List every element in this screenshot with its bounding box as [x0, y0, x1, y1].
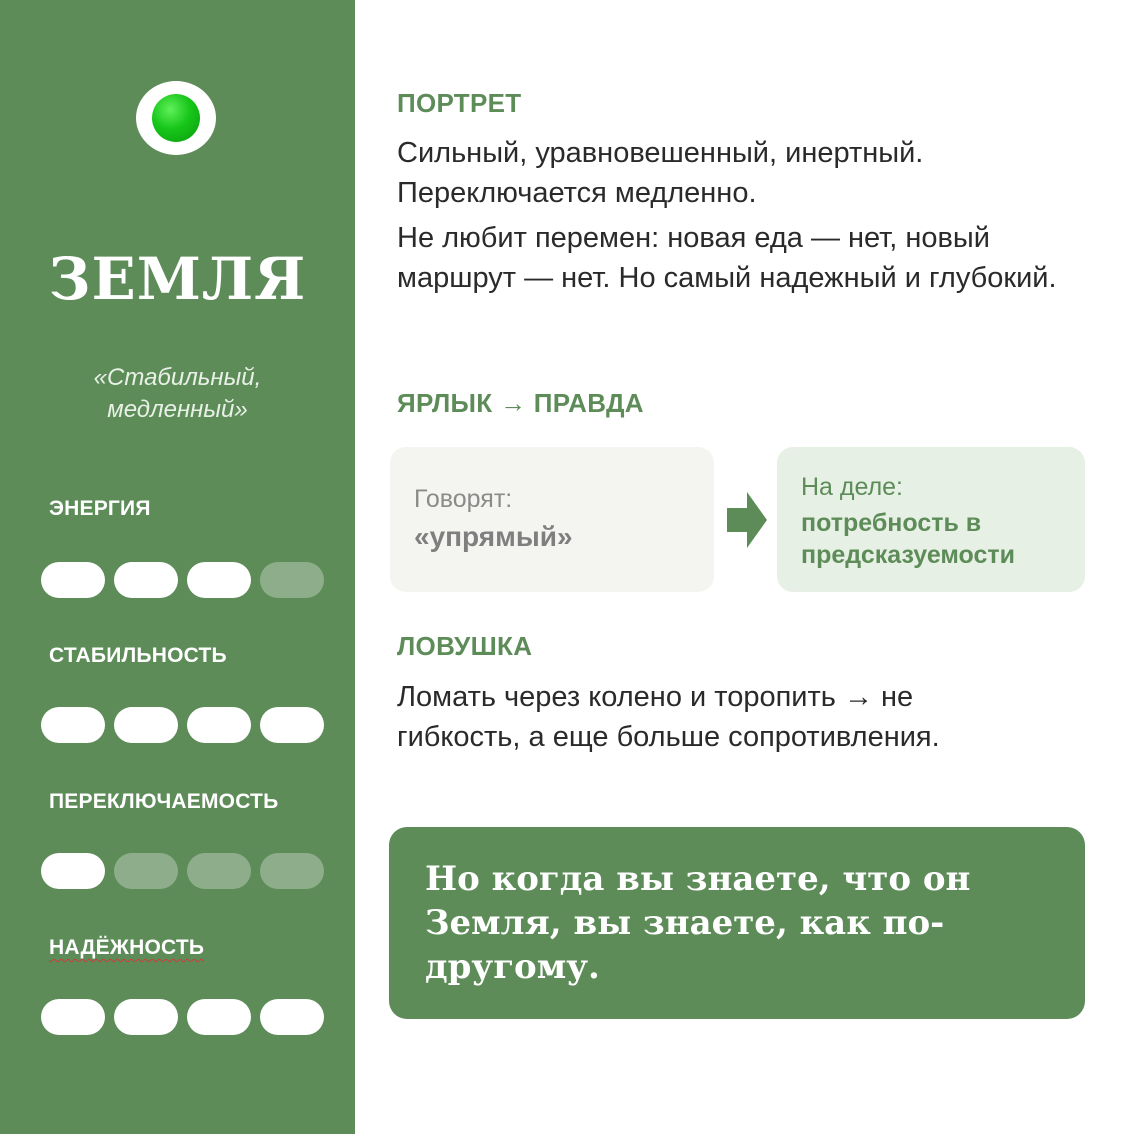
reality-value: потребность в предсказуемости	[801, 509, 1016, 569]
element-title: ЗЕМЛЯ	[48, 245, 307, 313]
rating-pill	[187, 562, 251, 598]
metric-label-energy: ЭНЕРГИЯ	[49, 497, 151, 520]
rating-pill	[187, 999, 251, 1035]
main-content	[355, 0, 1136, 1134]
said-card	[390, 447, 714, 592]
label-truth-heading: ЯРЛЫК → ПРАВДА	[397, 388, 644, 418]
rating-pill	[41, 999, 105, 1035]
sidebar	[0, 0, 355, 1134]
rating-pill	[114, 707, 178, 743]
trap-heading: ЛОВУШКА	[397, 631, 533, 661]
rating-pill	[41, 562, 105, 598]
metric-label-switching: ПЕРЕКЛЮЧАЕМОСТЬ	[49, 790, 279, 813]
rating-pill	[260, 707, 324, 743]
rating-pill	[260, 562, 324, 598]
rating-pill	[114, 853, 178, 889]
rating-pill	[41, 853, 105, 889]
green-circle-icon	[152, 94, 200, 142]
quote-text: Но когда вы знаете, что он Земля, вы знаете, как по-другому.	[425, 859, 971, 987]
rating-pill	[114, 562, 178, 598]
rating-pill	[114, 999, 178, 1035]
portrait-heading: ПОРТРЕТ	[397, 88, 522, 118]
logo	[136, 81, 216, 155]
rating-pill	[260, 999, 324, 1035]
rating-pill	[187, 707, 251, 743]
said-label: Говорят:	[414, 485, 513, 513]
trap-text: Ломать через колено и торопить → не гибкость, а еще больше сопротивления.	[397, 681, 940, 753]
metric-label-stability: СТАБИЛЬНОСТЬ	[49, 644, 227, 667]
quote-box	[389, 827, 1085, 1019]
metric-label-reliability: НАДЁЖНОСТЬ	[49, 936, 205, 959]
portrait-paragraph-2: Не любит перемен: новая еда — нет, новый маршрут — нет. Но самый надежный и глубокий.	[397, 222, 1057, 294]
reality-card	[777, 447, 1085, 592]
element-subtitle: «Стабильный, медленный»	[93, 364, 262, 423]
rating-pill	[41, 707, 105, 743]
reality-label: На деле:	[801, 473, 904, 501]
arrow-right-icon	[727, 492, 767, 548]
rating-pill	[187, 853, 251, 889]
rating-pill	[260, 853, 324, 889]
portrait-paragraph-1: Сильный, уравновешенный, инертный. Переключается медленно.	[397, 137, 924, 209]
said-value: «упрямый»	[414, 521, 573, 552]
